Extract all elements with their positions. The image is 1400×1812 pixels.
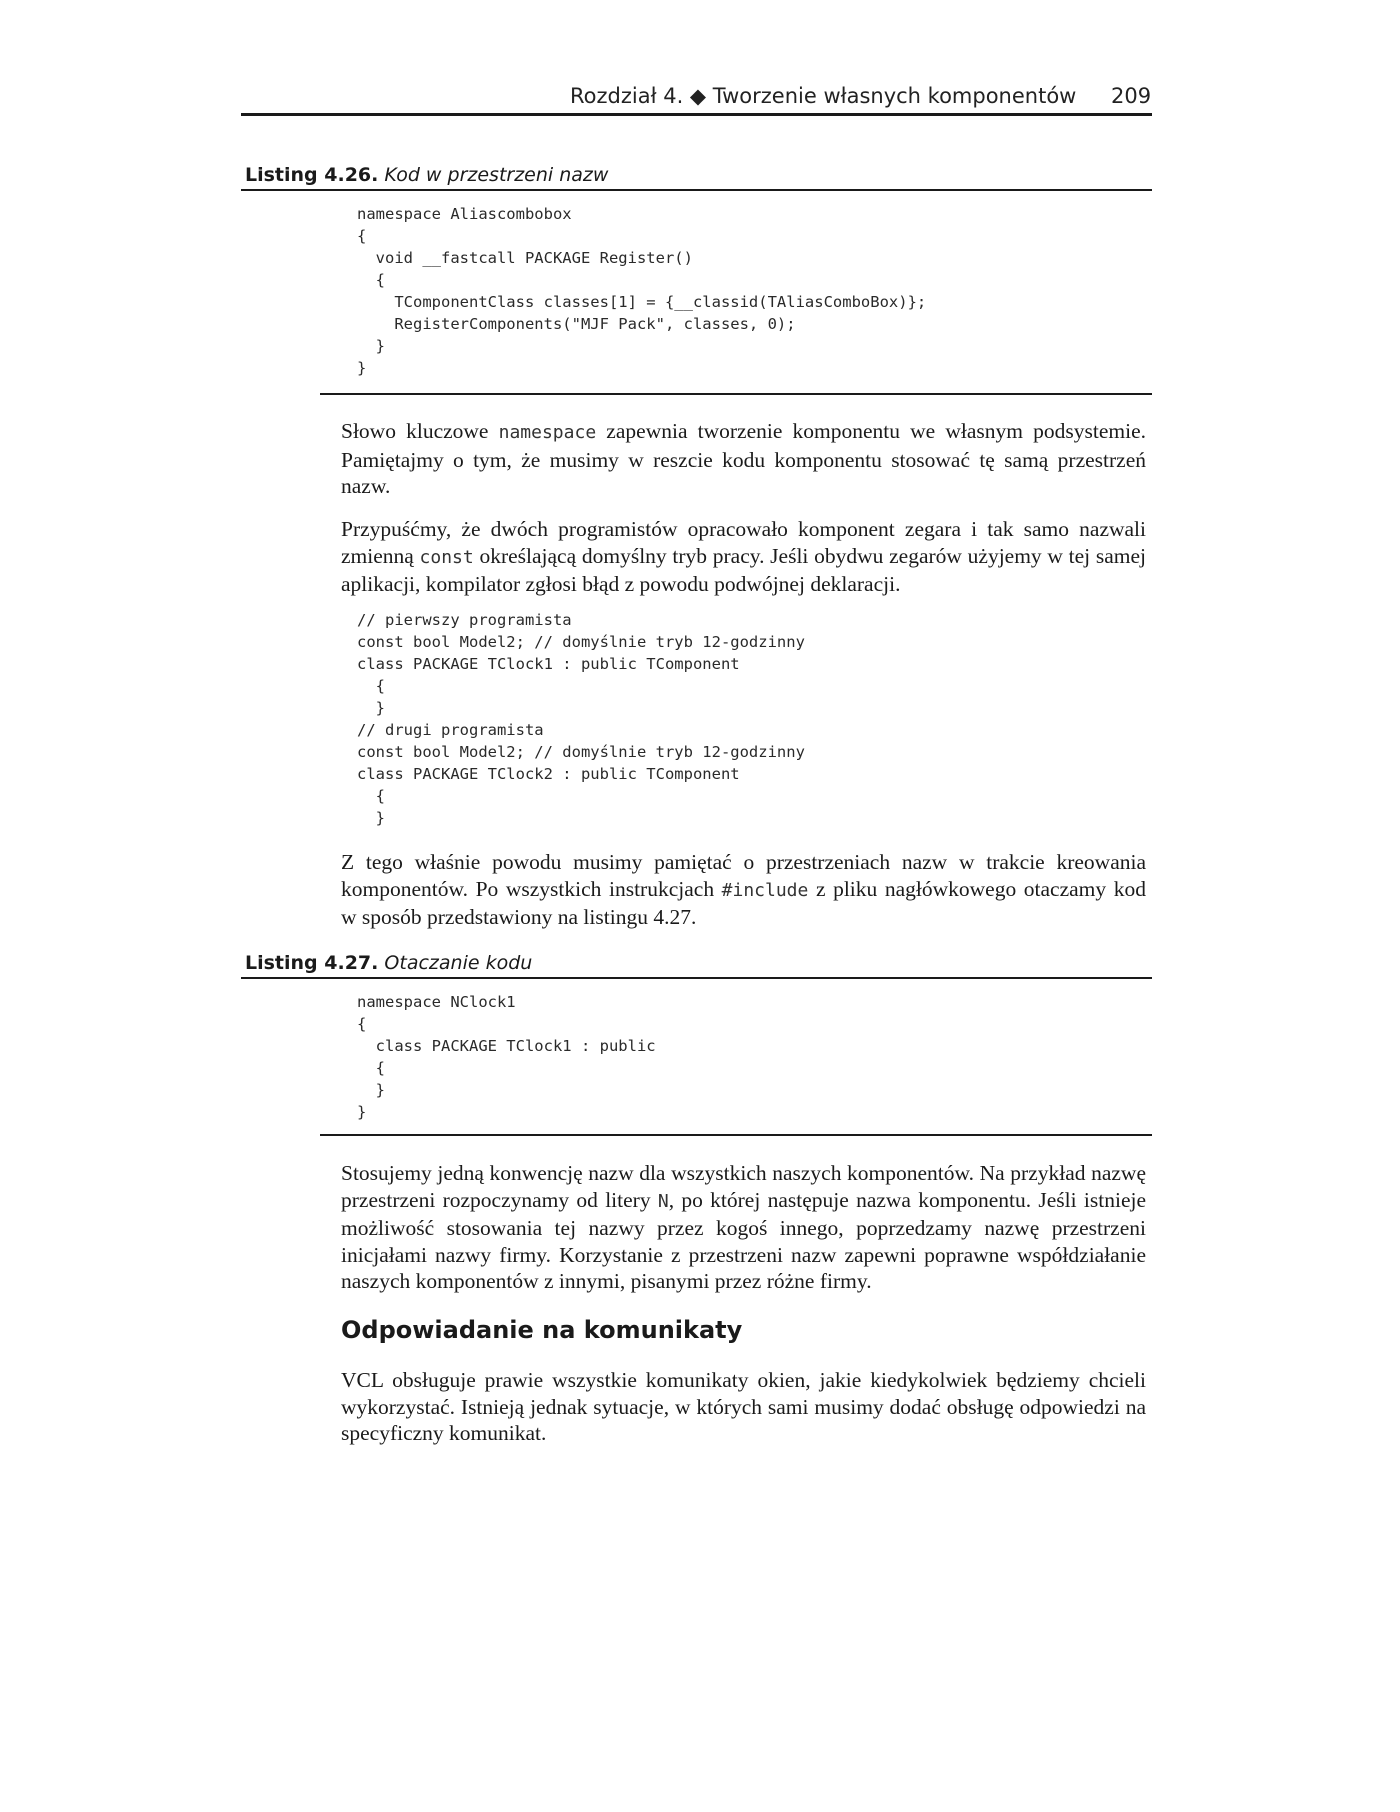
section-heading: Odpowiadanie na komunikaty	[341, 1316, 743, 1344]
inline-code: #include	[721, 879, 809, 901]
listing-number: Listing 4.27.	[245, 952, 379, 974]
listing-top-rule	[241, 977, 1152, 979]
listing-title: Otaczanie kodu	[384, 952, 533, 974]
inline-code: namespace	[498, 422, 597, 443]
body-paragraph	[341, 516, 1146, 598]
text-span: , po której następuje nazwa komponentu. Jeśli istnieje możliwość stosowania tej nazwy przez kogoś innego, poprzedzamy nazwę przestrzeni inicjałami nazwy firmy. Korzystanie z przestrzeni nazw zapewni poprawne współdziałanie naszych komponentów z innymi, pisanymi przez różne firmy.	[341, 1187, 1147, 1293]
listing-title: Kod w przestrzeni nazw	[384, 164, 609, 186]
listing-code: namespace Aliascombobox { void __fastcall PACKAGE Register() { TComponentClass classes[1] = {__classid(TAliasComboBox)}; RegisterComponents("MJF Pack", classes, 0); } }	[357, 205, 927, 377]
text-span: z pliku nagłówkowego otaczamy kod w sposób przedstawiony na listingu 4.27.	[341, 876, 1146, 929]
body-paragraph	[341, 418, 1146, 500]
text-span: określającą domyślny tryb pracy. Jeśli obydwu zegarów użyjemy w tej samej aplikacji, kompilator zgłosi błąd z powodu podwójnej deklaracji.	[341, 543, 1146, 596]
running-header: Rozdział 4. ◆ Tworzenie własnych komponentów	[570, 84, 1077, 108]
inline-code: const	[419, 546, 474, 568]
header-rule	[241, 113, 1152, 116]
listing-number: Listing 4.26.	[245, 164, 379, 186]
text-span: zapewnia tworzenie komponentu we własnym podsystemie. Pamiętajmy o tym, że musimy w reszcie kodu komponentu stosować tę samą przestrzeń nazw.	[341, 419, 1146, 498]
inline-code: N	[657, 1190, 669, 1212]
text-span: Z tego właśnie powodu musimy pamiętać o przestrzeniach nazw w trakcie kreowania komponentów. Po wszystkich instrukcjach	[341, 850, 1146, 901]
listing-caption	[245, 164, 608, 186]
listing-code: namespace NClock1 { class PACKAGE TClock1 : public { } }	[357, 993, 656, 1121]
text-span: Stosujemy jedną konwencję nazw dla wszystkich naszych komponentów. Na przykład nazwę przestrzeni rozpoczynamy od litery	[341, 1161, 1146, 1212]
listing-caption	[245, 952, 532, 974]
code-example: // pierwszy programista const bool Model2; // domyślnie tryb 12-godzinny class PACKAGE TClock1 : public TComponent { } // drugi programista const bool Model2; // domyślnie tryb 12-godzinny class PACKAGE TClock2 : public TComponent { }	[357, 611, 805, 827]
body-paragraph	[341, 1160, 1146, 1295]
listing-bottom-rule	[320, 393, 1152, 395]
body-paragraph	[341, 849, 1146, 931]
text-span: Przypuśćmy, że dwóch programistów opracowało komponent zegara i tak samo nazwali zmienną	[341, 517, 1146, 568]
body-paragraph: VCL obsługuje prawie wszystkie komunikaty okien, jakie kiedykolwiek będziemy chcieli wykorzystać. Istnieją jednak sytuacje, w których sami musimy dodać obsługę odpowiedzi na specyficzny komunikat.	[341, 1368, 1146, 1445]
page-number: 209	[1111, 84, 1152, 108]
listing-bottom-rule	[320, 1134, 1152, 1136]
text-span: Słowo kluczowe	[341, 419, 499, 443]
listing-top-rule	[241, 189, 1152, 191]
